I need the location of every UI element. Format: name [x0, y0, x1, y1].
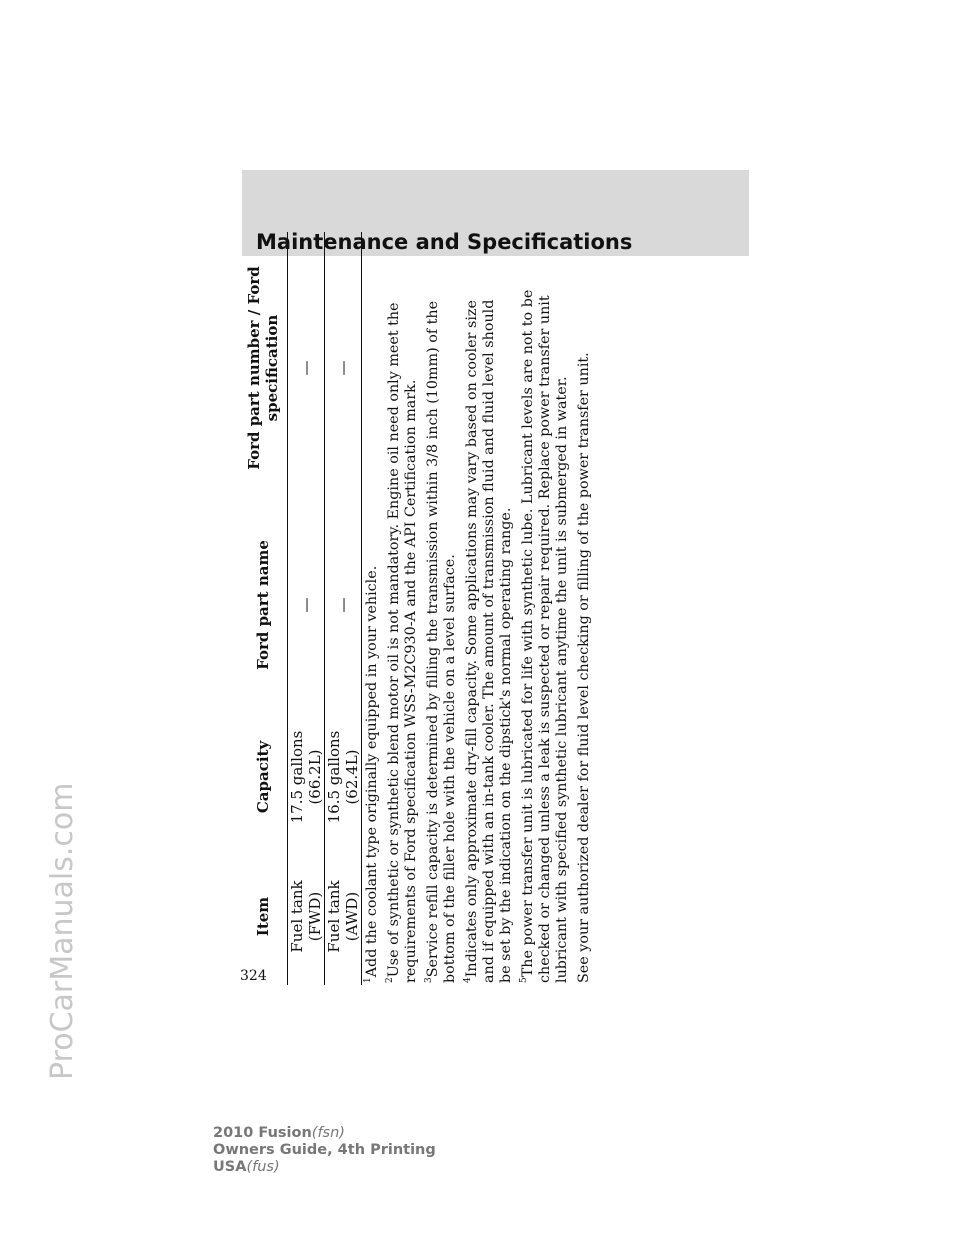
document-footer — [213, 1125, 436, 1176]
table-header-row — [240, 232, 287, 985]
cell-part-name: — — [296, 597, 315, 613]
footer-line-region: USA(fus) — [213, 1159, 280, 1175]
footnotes — [364, 283, 598, 983]
footnote: $^3$Service refill capacity is determined by filling the transmission within 3/8 inch (10mm) of the bottom of the filler hole with the vehicle on a level surface. — [424, 300, 458, 983]
footer-line-model: 2010 Fusion(fsn) — [213, 1125, 345, 1141]
footer-line-guide: Owners Guide, 4th Printing — [213, 1142, 436, 1158]
cell-item: Fuel tank (FWD) — [287, 880, 324, 953]
column-header-capacity: Capacity — [240, 706, 287, 848]
rotated-content — [240, 266, 610, 985]
table-row — [324, 232, 361, 985]
cell-part-name: — — [324, 504, 361, 706]
footnote: $^5$The power transfer unit is lubricated for life with synthetic lube. Lubricant levels are not to be checked or changed unless a leak is suspected or repair required. Replace power transfer unit lubricant with specified synthetic lubricant anytime the unit is submerged in water. — [519, 289, 570, 983]
capacity-metric: (66.2L) — [305, 749, 324, 805]
watermark-text: ProCarManuals.com — [45, 782, 80, 1080]
footnote: $^1$Add the coolant type originally equipped in your vehicle. — [363, 565, 380, 983]
cell-capacity — [324, 706, 361, 848]
footnote-dealer-note: See your authorized dealer for fluid level checking or filling of the power transfer unit. — [576, 352, 592, 983]
footnote: $^2$Use of synthetic or synthetic blend motor oil is not mandatory. Engine oil need only meet the requirements of Ford specification WSS-M2C930-A and the API Certification mark. — [385, 302, 419, 983]
capacity-metric: (62.4L) — [342, 749, 361, 805]
column-header-item: Item — [240, 848, 287, 985]
page-number: 324 — [240, 968, 267, 984]
capacity-volume: 16.5 gallons — [324, 730, 343, 824]
cell-capacity — [287, 706, 324, 848]
cell-part-number: — — [296, 360, 315, 376]
column-header-part-name: Ford part name — [240, 504, 287, 706]
cell-item: Fuel tank (AWD) — [324, 848, 361, 985]
cell-part-number: — — [324, 232, 361, 504]
capacity-table — [240, 232, 362, 985]
capacity-volume: 17.5 gallons — [287, 730, 306, 824]
section-title: Maintenance and Specifications — [256, 230, 633, 254]
footnote: $^4$Indicates only approximate dry-fill capacity. Some applications may vary based on cooler size and if equipped with an in-tank cooler. The amount of transmission fluid and fluid level should be set by the indication on the dipstick's normal operating range. — [463, 299, 514, 983]
column-header-part-number: Ford part number / Ford specification — [240, 232, 287, 504]
table-row — [287, 232, 324, 985]
